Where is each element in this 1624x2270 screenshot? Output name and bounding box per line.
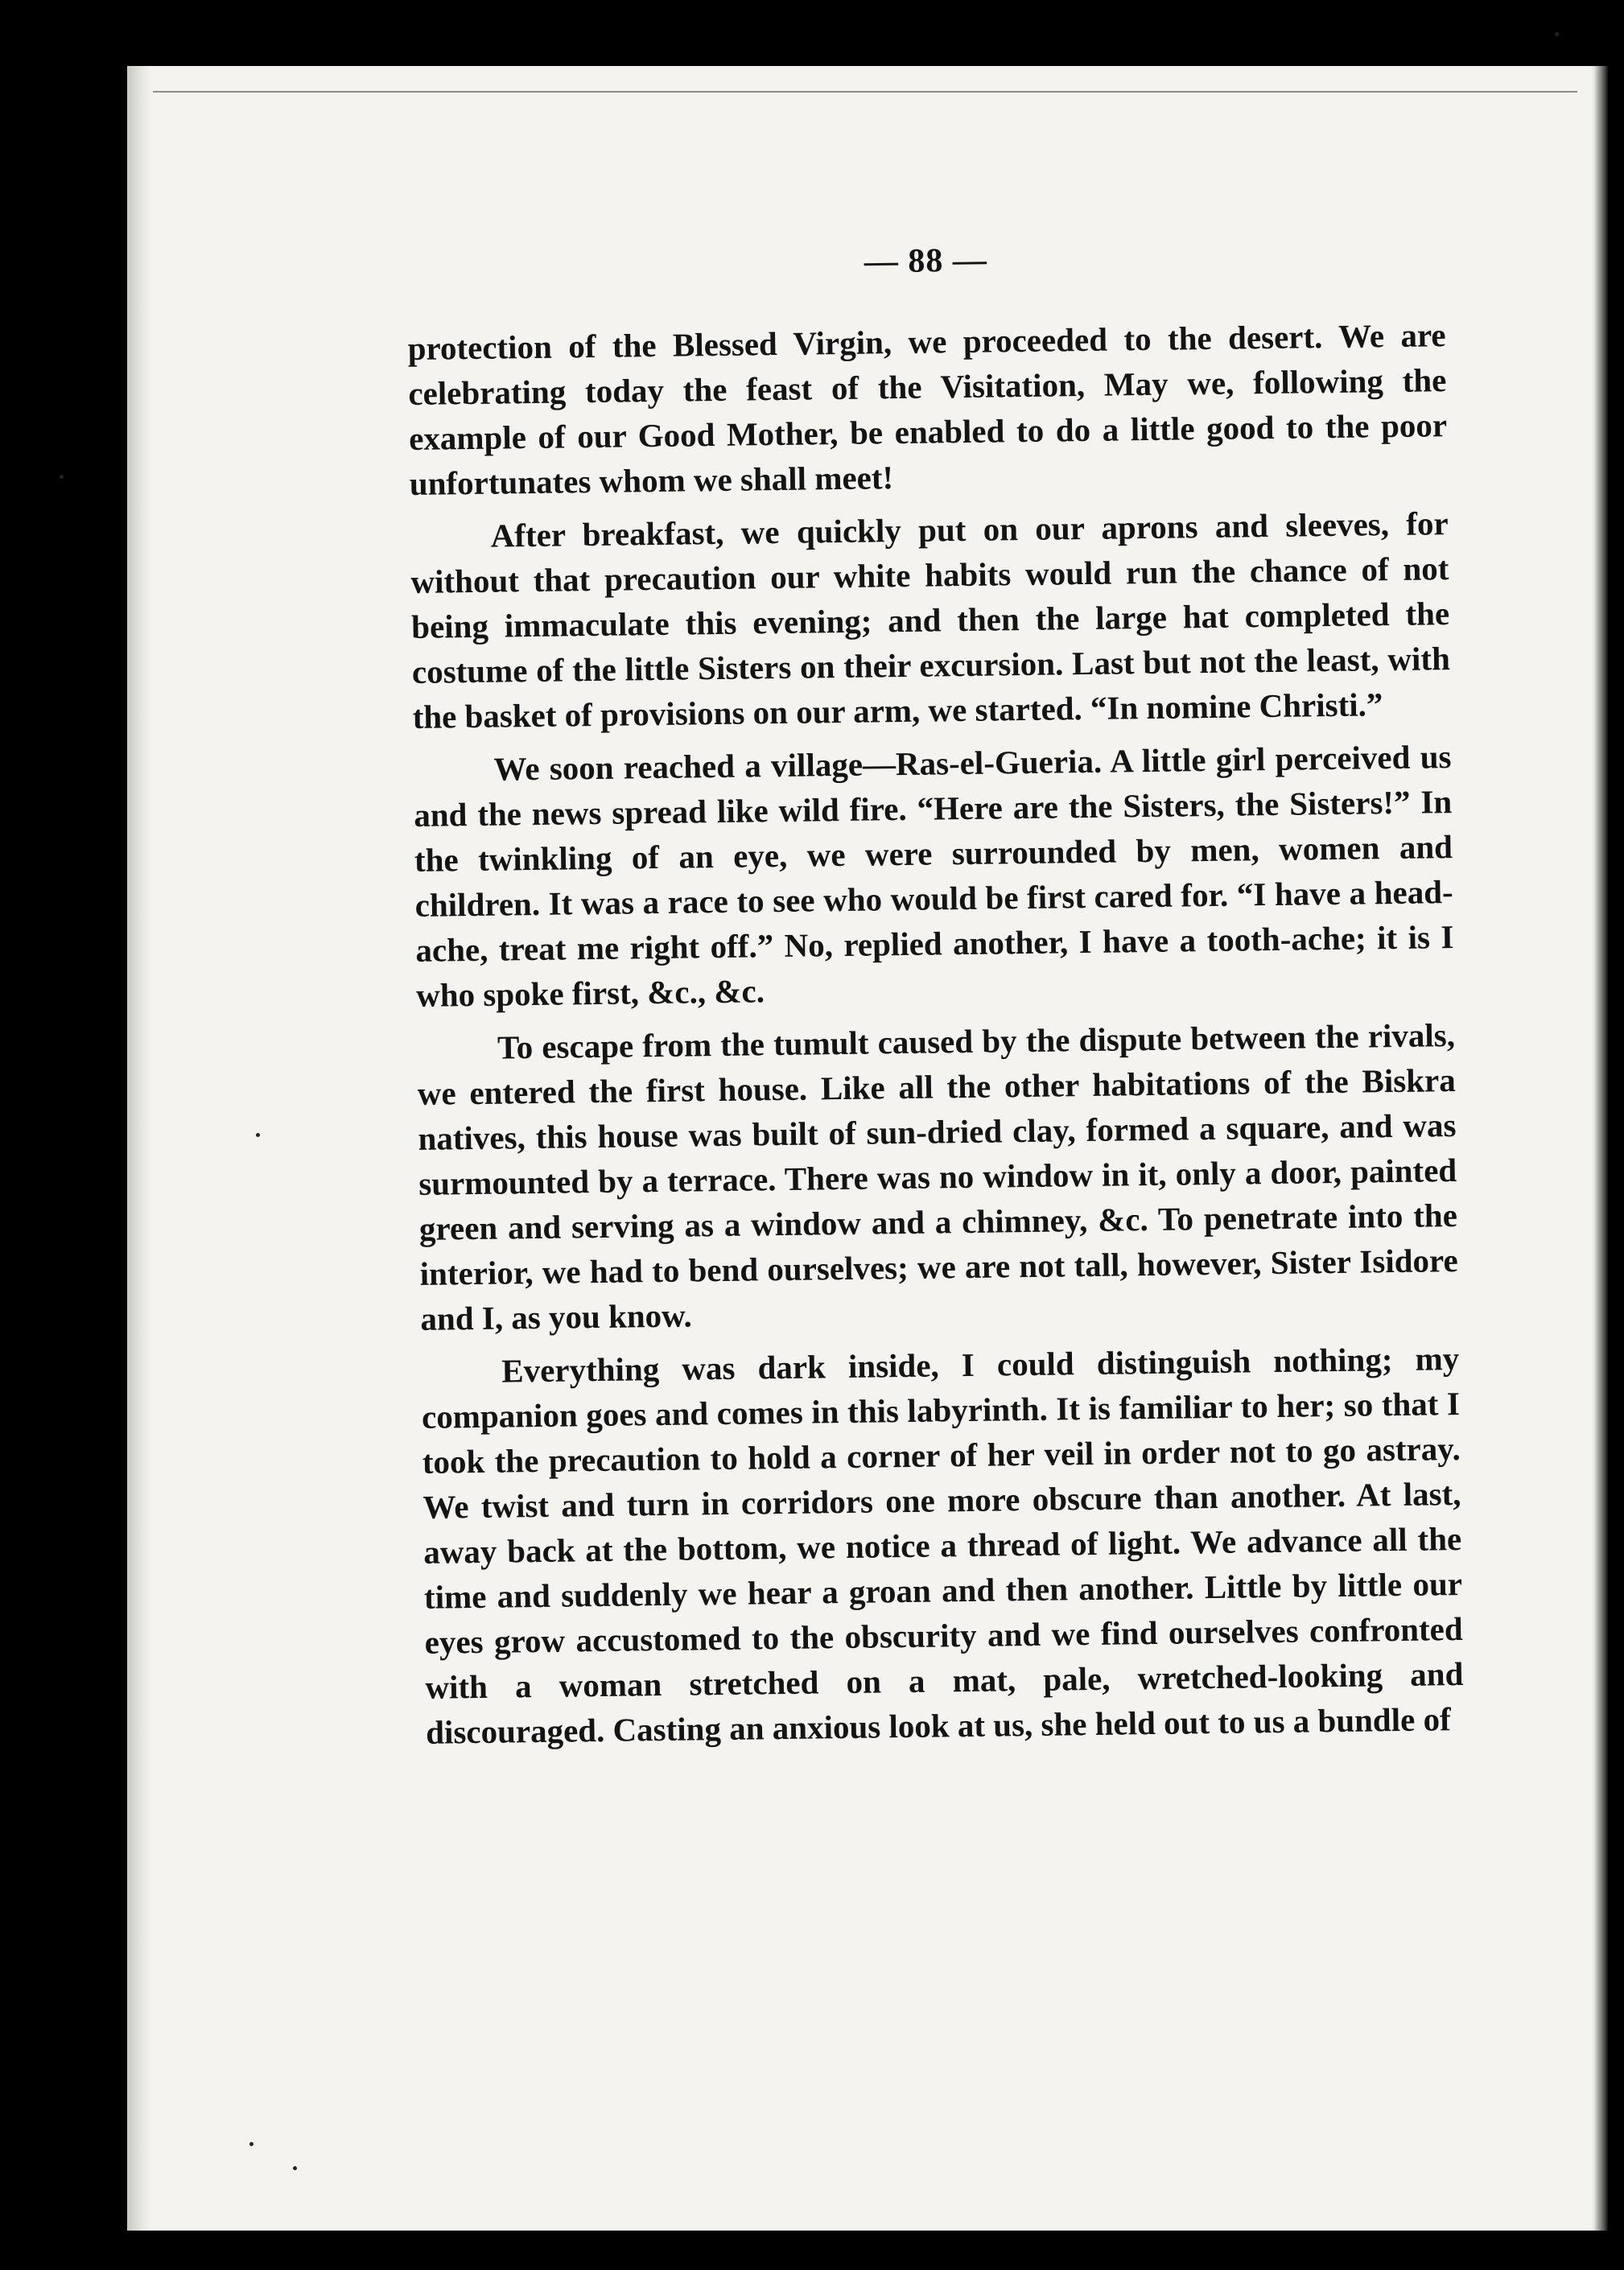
paragraph: After breakfast, we quickly put on our aprons and sleeves, for without that precaution our white habits would run the chance of not being immaculate this evening; and then the large hat completed the costume of the little Sisters on their excursion. Last but not the least, with the basket of provisions on our arm, we started. “In nomine Christi.”	[410, 505, 1451, 735]
scan-speck	[249, 2142, 253, 2146]
page-number: — 88 —	[864, 241, 988, 281]
page-text	[406, 232, 1465, 1763]
scan-speck	[1555, 32, 1559, 36]
paragraph: We soon reached a village—Ras-el-Gueria. A little girl perceived us and the news spread like wild fire. “Here are the Sisters, the Sisters!” In the twinkling of an eye, we were surrounded by men, women and children. It was a race to see who would be first cared for. “I have a head-ache, treat me right off.” No, replied another, I have a tooth-ache; it is I who spoke first, &c., &c.	[413, 738, 1454, 1014]
scan-speck	[293, 2166, 297, 2170]
paragraph: To escape from the tumult caused by the dispute between the rivals, we entered the first house. Like all the other habitations of the Biskra natives, this house was built of sun-dried clay, formed a square, and was surmounted by a terrace. There was no window in it, only a door, painted green and serving as a window and a chimney, &c. To penetrate into the interior, we had to bend ourselves; we are not tall, however, Sister Isidore and I, as you know.	[417, 1016, 1458, 1337]
scan-speck	[60, 475, 64, 479]
page-binding-edge	[127, 66, 151, 2231]
paragraph: Everything was dark inside, I could distinguish nothing; my companion goes and comes in this labyrinth. It is familiar to her; so that I took the precaution to hold a corner of her veil in order not to go astray. We twist and turn in corridors one more obscure than another. At last, away back at the bottom, we notice a thread of light. We advance all the time and suddenly we hear a groan and then another. Little by little our eyes grow accustomed to the obscurity and we find ourselves confronted with a woman stretched on a mat, pale, wretched-looking and discouraged. Casting an anxious look at us, she held out to us a bundle of	[421, 1339, 1464, 1751]
scan-speck	[256, 1133, 260, 1137]
paragraph: protection of the Blessed Virgin, we proceeded to the desert. We are celebrating today the feast of the Visitation, May we, following the example of our Good Mother, be enabled to do a little good to the poor unfortunates whom we shall meet!	[407, 316, 1448, 502]
page-right-edge	[1595, 66, 1608, 2231]
top-rule	[153, 91, 1577, 93]
